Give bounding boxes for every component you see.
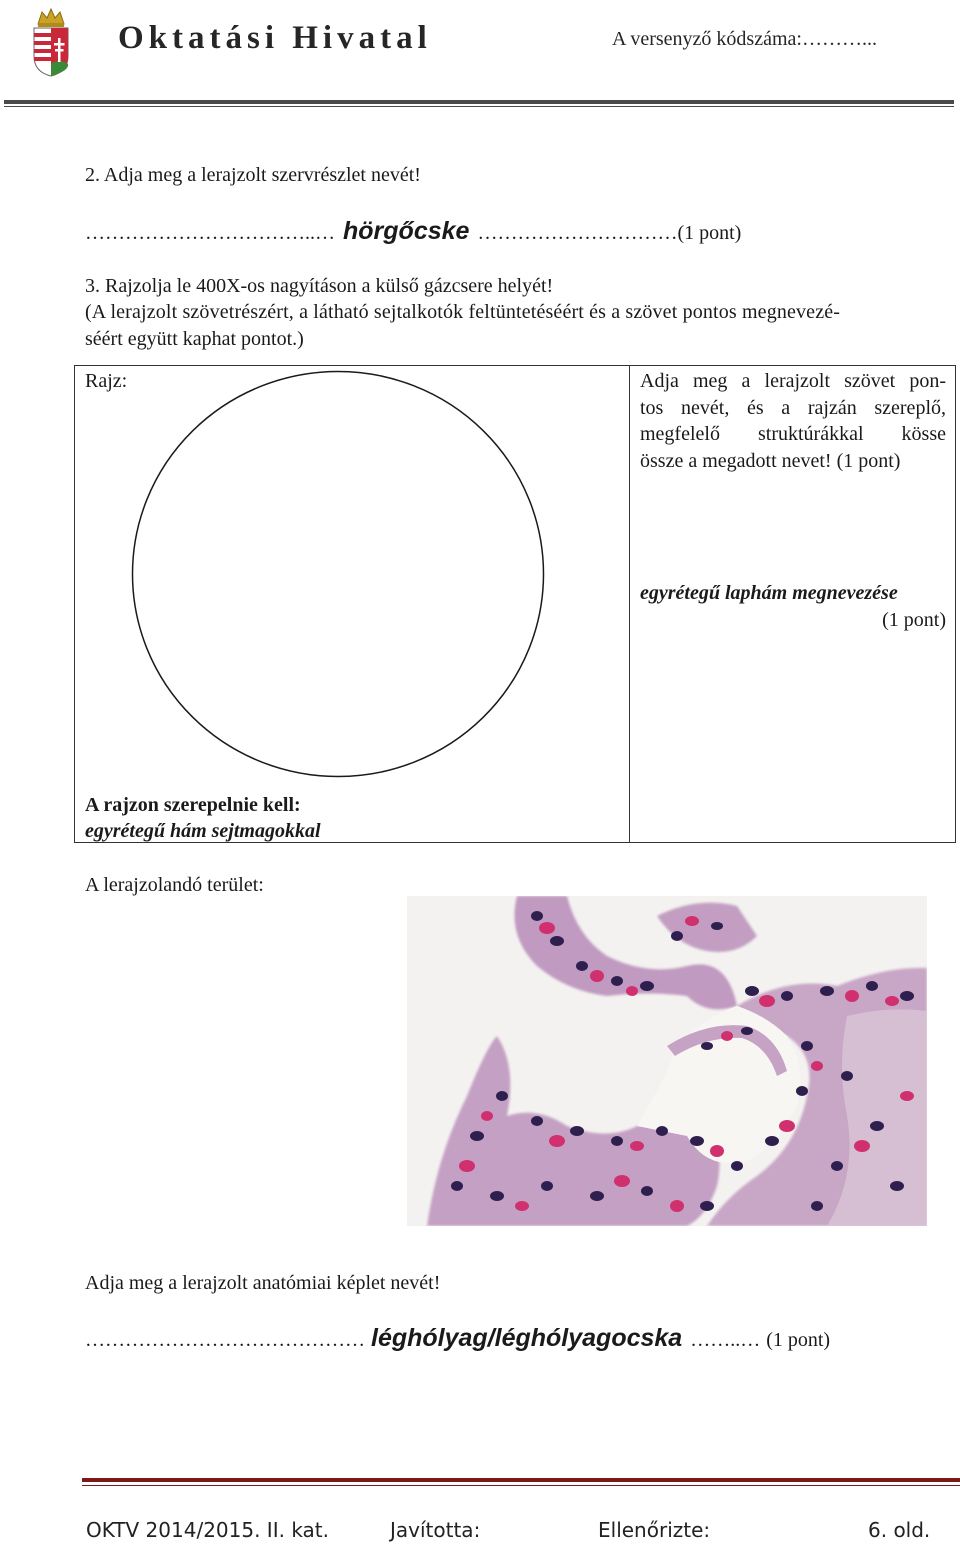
- must-contain-label: A rajzon szerepelnie kell:: [85, 794, 301, 816]
- question-2-points: (1 pont): [677, 222, 742, 244]
- must-contain-value: egyrétegű hám sejtmagokkal: [85, 820, 321, 842]
- table-divider: [629, 365, 630, 843]
- footer-rule: [82, 1478, 960, 1482]
- tissue-answer-block: [640, 580, 946, 633]
- tissue-answer: egyrétegű laphám megnevezése: [640, 582, 898, 604]
- instruction-line: tos nevét, és a rajzán szereplő,: [640, 396, 946, 419]
- tissue-points: (1 pont): [882, 608, 946, 631]
- drawing-label: Rajz:: [85, 370, 128, 392]
- footer-exam: OKTV 2014/2015. II. kat.: [86, 1518, 330, 1542]
- lung-alveoli-micrograph: [407, 896, 927, 1226]
- answer-dots: ……..…: [690, 1329, 761, 1351]
- instruction-line: Adja meg a lerajzolt szövet pon-: [640, 370, 946, 392]
- instruction-line: össze a megadott nevet! (1 pont): [640, 449, 901, 472]
- tissue-instruction: [640, 368, 946, 474]
- contestant-code-label: A versenyző kódszáma:………...: [612, 28, 877, 50]
- question-2-prompt: 2. Adja meg a lerajzolt szervrészlet nevét!: [85, 164, 421, 186]
- instruction-line: megfelelő struktúrákkal kösse: [640, 423, 946, 445]
- question-4-answer: léghólyag/léghólyagocska: [371, 1324, 683, 1352]
- question-3-note-line-2: séért együtt kaphat pontot.): [85, 328, 304, 350]
- answer-dots: …………………………: [477, 222, 678, 244]
- must-contain-block: [85, 792, 321, 844]
- question-2-answer-line: [85, 218, 741, 246]
- question-2-answer: hörgőcske: [343, 217, 470, 245]
- header-rule: [4, 100, 954, 104]
- question-3-prompt: 3. Rajzolja le 400X-os nagyításon a külső gázcsere helyét!: [85, 275, 554, 297]
- answer-dots: ……………………………..…: [85, 222, 335, 244]
- drawing-circle: [131, 370, 545, 778]
- footer-checked-by: Ellenőrizte:: [598, 1518, 711, 1542]
- question-4-points: (1 pont): [766, 1329, 831, 1351]
- answer-dots: ……………………………………: [85, 1329, 365, 1351]
- organization-title: Oktatási Hivatal: [118, 20, 432, 56]
- footer-page-number: 6. old.: [868, 1518, 931, 1542]
- footer-corrected-by: Javította:: [390, 1518, 481, 1542]
- hungarian-coat-of-arms-icon: [28, 6, 74, 78]
- footer-rule-thin: [82, 1485, 960, 1486]
- question-4-prompt: Adja meg a lerajzolt anatómiai képlet nevét!: [85, 1272, 441, 1294]
- question-4-answer-line: [85, 1325, 830, 1353]
- question-3-note-line-1: (A lerajzolt szövetrészért, a látható sejtalkotók feltüntetéséért és a szövet pontos megnevezé-: [85, 301, 841, 323]
- area-label: A lerajzolandó terület:: [85, 874, 264, 896]
- header-rule-thin: [4, 106, 954, 107]
